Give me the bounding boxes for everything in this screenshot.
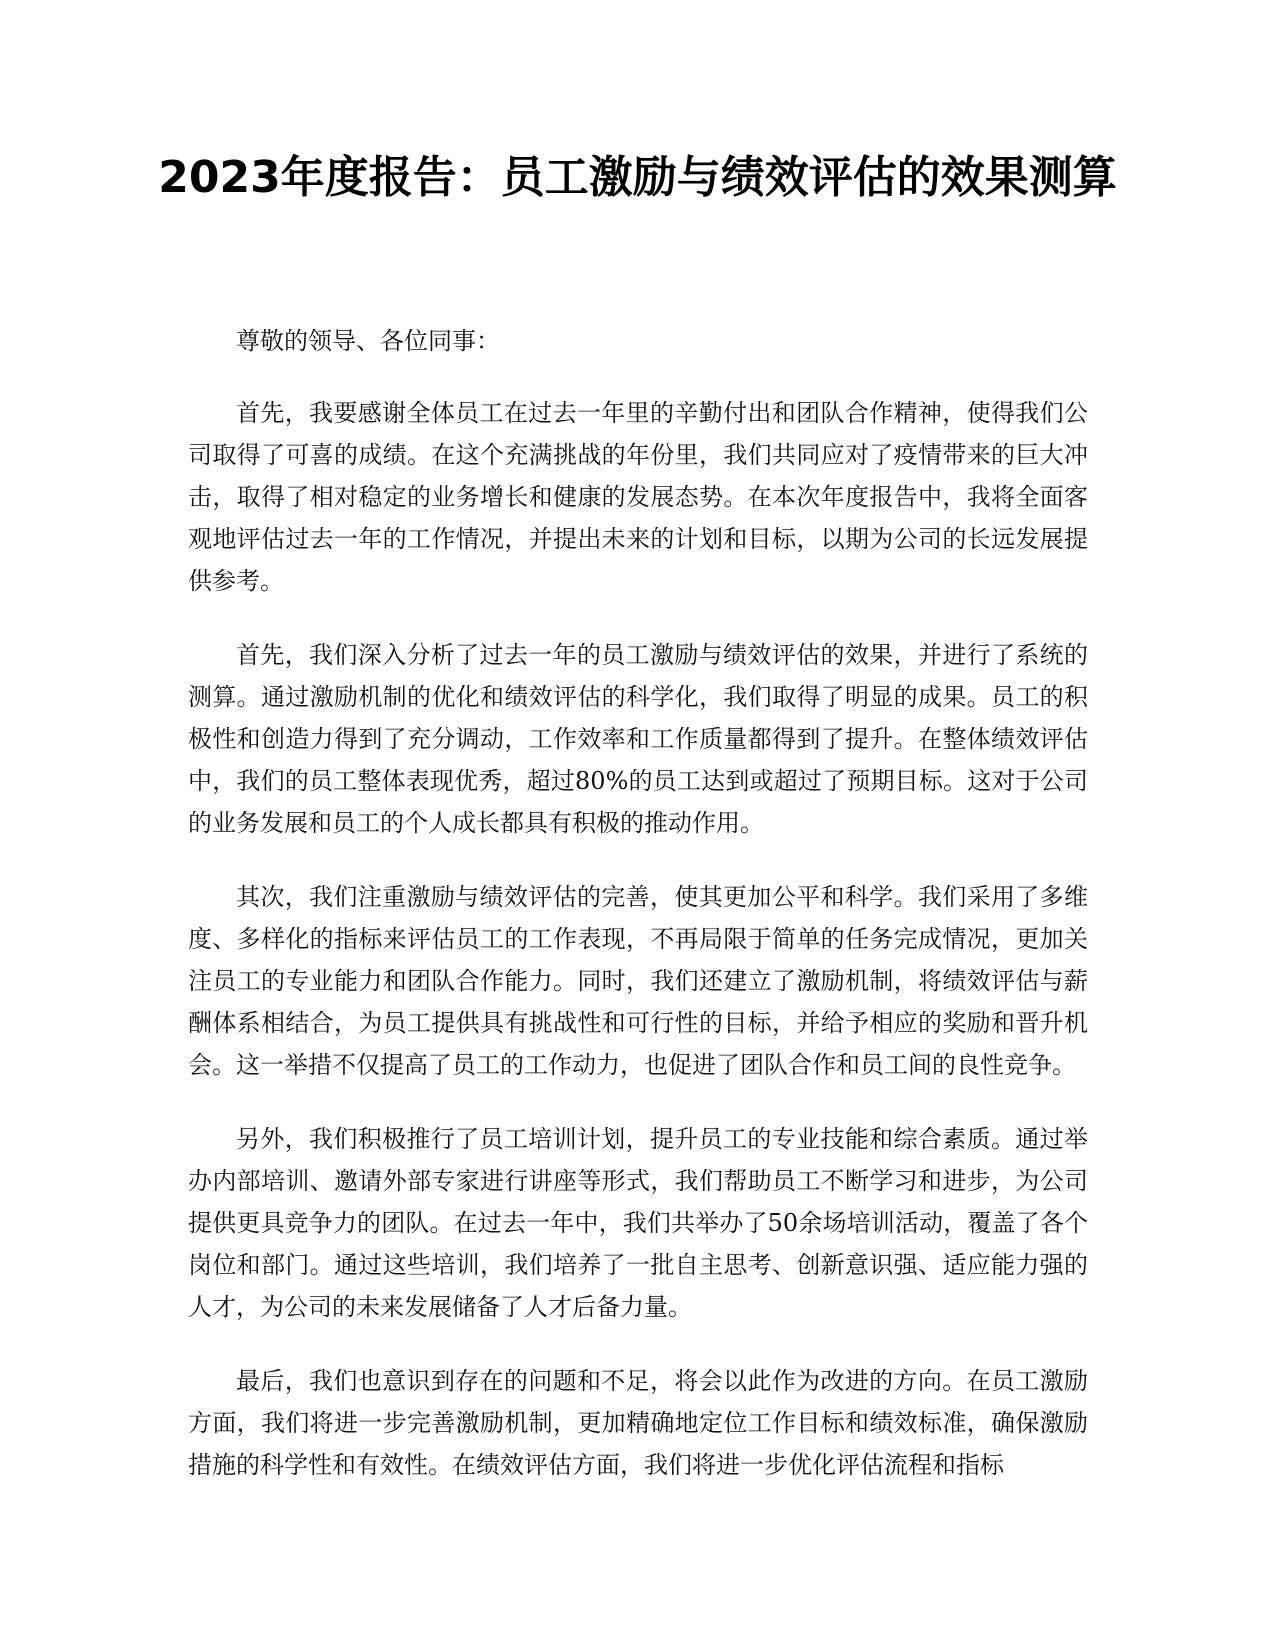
salutation: 尊敬的领导、各位同事：: [236, 327, 500, 355]
paragraph-4: 另外，我们积极推行了员工培训计划，提升员工的专业技能和综合素质。通过举办内部培训、邀请外部专家进行讲座等形式，我们帮助员工不断学习和进步，为公司提供更具竞争力的团队。在过去一年中，我们共举办了50余场培训活动，覆盖了各个岗位和部门。通过这些培训，我们培养了一批自主思考、创新意识强、适应能力强的人才，为公司的未来发展储备了人才后备力量。: [188, 1125, 1088, 1321]
paragraph-2: 首先，我们深入分析了过去一年的员工激励与绩效评估的效果，并进行了系统的测算。通过激励机制的优化和绩效评估的科学化，我们取得了明显的成果。员工的积极性和创造力得到了充分调动，工作效率和工作质量都得到了提升。在整体绩效评估中，我们的员工整体表现优秀，超过80%的员工达到或超过了预期目标。这对于公司的业务发展和员工的个人成长都具有积极的推动作用。: [188, 641, 1088, 837]
paragraph-5: 最后，我们也意识到存在的问题和不足，将会以此作为改进的方向。在员工激励方面，我们将进一步完善激励机制，更加精确地定位工作目标和绩效标准，确保激励措施的科学性和有效性。在绩效评估方面，我们将进一步优化评估流程和指标: [188, 1367, 1088, 1479]
paragraph-1: 首先，我要感谢全体员工在过去一年里的辛勤付出和团队合作精神，使得我们公司取得了可喜的成绩。在这个充满挑战的年份里，我们共同应对了疫情带来的巨大冲击，取得了相对稳定的业务增长和健康的发展态势。在本次年度报告中，我将全面客观地评估过去一年的工作情况，并提出未来的计划和目标，以期为公司的长远发展提供参考。: [188, 399, 1088, 595]
document-title: 2023年度报告：员工激励与绩效评估的效果测算: [158, 152, 1117, 203]
paragraph-3: 其次，我们注重激励与绩效评估的完善，使其更加公平和科学。我们采用了多维度、多样化的指标来评估员工的工作表现，不再局限于简单的任务完成情况，更加关注员工的专业能力和团队合作能力。同时，我们还建立了激励机制，将绩效评估与薪酬体系相结合，为员工提供具有挑战性和可行性的目标，并给予相应的奖励和晋升机会。这一举措不仅提高了员工的工作动力，也促进了团队合作和员工间的良性竞争。: [188, 883, 1088, 1079]
document-body: [188, 320, 1088, 1518]
